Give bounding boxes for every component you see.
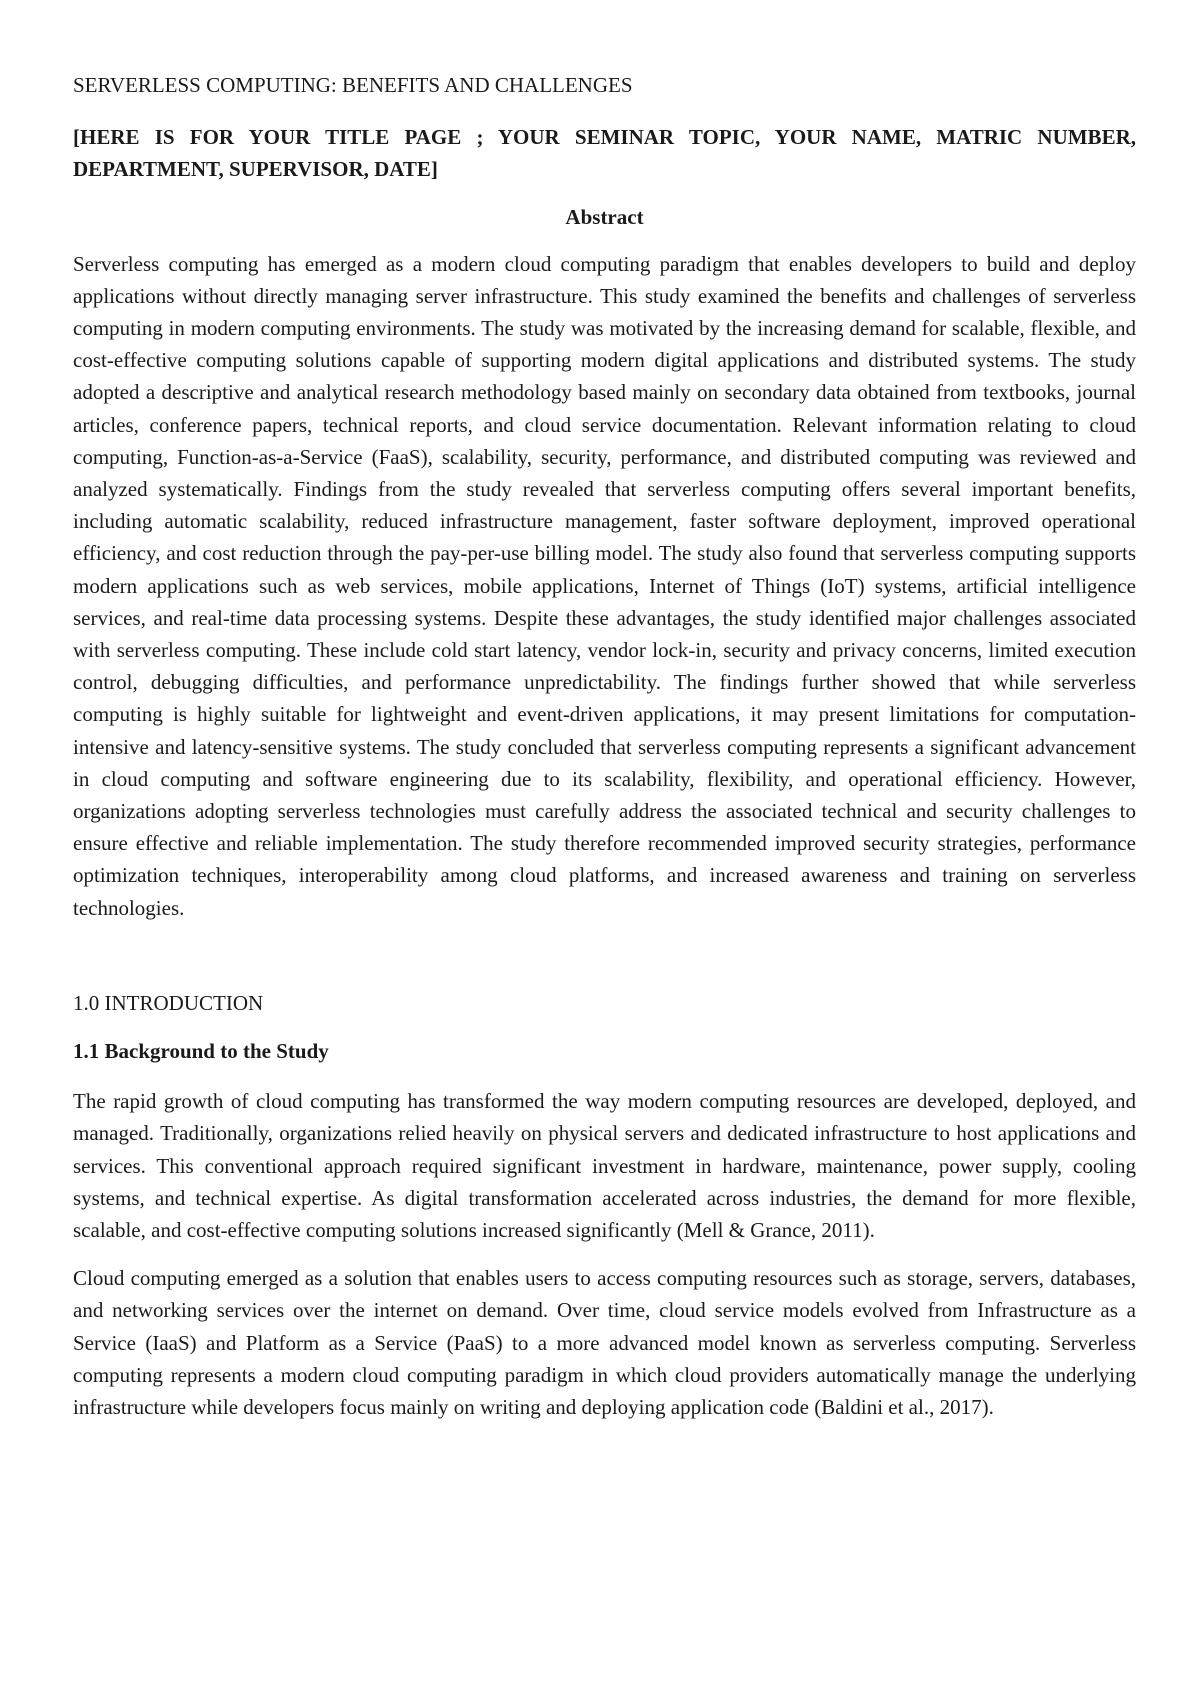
introduction-heading: 1.0 INTRODUCTION	[73, 990, 264, 1015]
abstract-text: Serverless computing has emerged as a modern cloud computing paradigm that enables developers to build and deploy applications without directly managing server infrastructure. This study examined the benefits and challenges of serverless computing in modern computing environments. The study was motivated by the increasing demand for scalable, flexible, and cost-effective computing solutions capable of supporting modern digital applications and distributed systems. The study adopted a descriptive and analytical research methodology based mainly on secondary data obtained from textbooks, journal articles, conference papers, technical reports, and cloud service documentation. Relevant information relating to cloud computing, Function-as-a-Service (FaaS), scalability, security, performance, and distributed computing was reviewed and analyzed systematically. Findings from the study revealed that serverless computing offers several important benefits, including automatic scalability, reduced infrastructure management, faster software deployment, improved operational efficiency, and cost reduction through the pay-per-use billing model. The study also found that serverless computing supports modern applications such as web services, mobile applications, Internet of Things (IoT) systems, artificial intelligence services, and real-time data processing systems. Despite these advantages, the study identified major challenges associated with serverless computing. These include cold start latency, vendor lock-in, security and privacy concerns, limited execution control, debugging difficulties, and performance unpredictability. The findings further showed that while serverless computing is highly suitable for lightweight and event-driven applications, it may present limitations for computation-intensive and latency-sensitive systems. The study concluded that serverless computing represents a significant advancement in cloud computing and software engineering due to its scalability, flexibility, and operational efficiency. However, organizations adopting serverless technologies must carefully address the associated technical and security challenges to ensure effective and reliable implementation. The study therefore recommended improved security strategies, performance optimization techniques, interoperability among cloud platforms, and increased awareness and training on serverless technologies.	[73, 251, 1136, 920]
background-paragraph: The rapid growth of cloud computing has transformed the way modern computing resources are developed, deployed, and managed. Traditionally, organizations relied heavily on physical servers and dedicated infrastructure to host applications and services. This conventional approach required significant investment in hardware, maintenance, power supply, cooling systems, and technical expertise. As digital transformation accelerated across industries, the demand for more flexible, scalable, and cost-effective computing solutions increased significantly (Mell & Grance, 2011).	[73, 1089, 1136, 1243]
document-title: SERVERLESS COMPUTING: BENEFITS AND CHALLENGES	[73, 73, 633, 97]
background-heading: 1.1 Background to the Study	[73, 1039, 329, 1064]
abstract-heading: Abstract	[565, 205, 644, 230]
background-paragraph: Cloud computing emerged as a solution that enables users to access computing resources such as storage, servers, databases, and networking services over the internet on demand. Over time, cloud service models evolved from Infrastructure as a Service (IaaS) and Platform as a Service (PaaS) to a more advanced model known as serverless computing. Serverless computing represents a modern cloud computing paradigm in which cloud providers automatically manage the underlying infrastructure while developers focus mainly on writing and deploying application code (Baldini et al., 2017).	[73, 1266, 1136, 1420]
title-page-placeholder: [HERE IS FOR YOUR TITLE PAGE ; YOUR SEMINAR TOPIC, YOUR NAME, MATRIC NUMBER, DEPARTMENT, SUPERVISOR, DATE]	[73, 125, 1136, 182]
document-page	[73, 72, 1136, 1423]
